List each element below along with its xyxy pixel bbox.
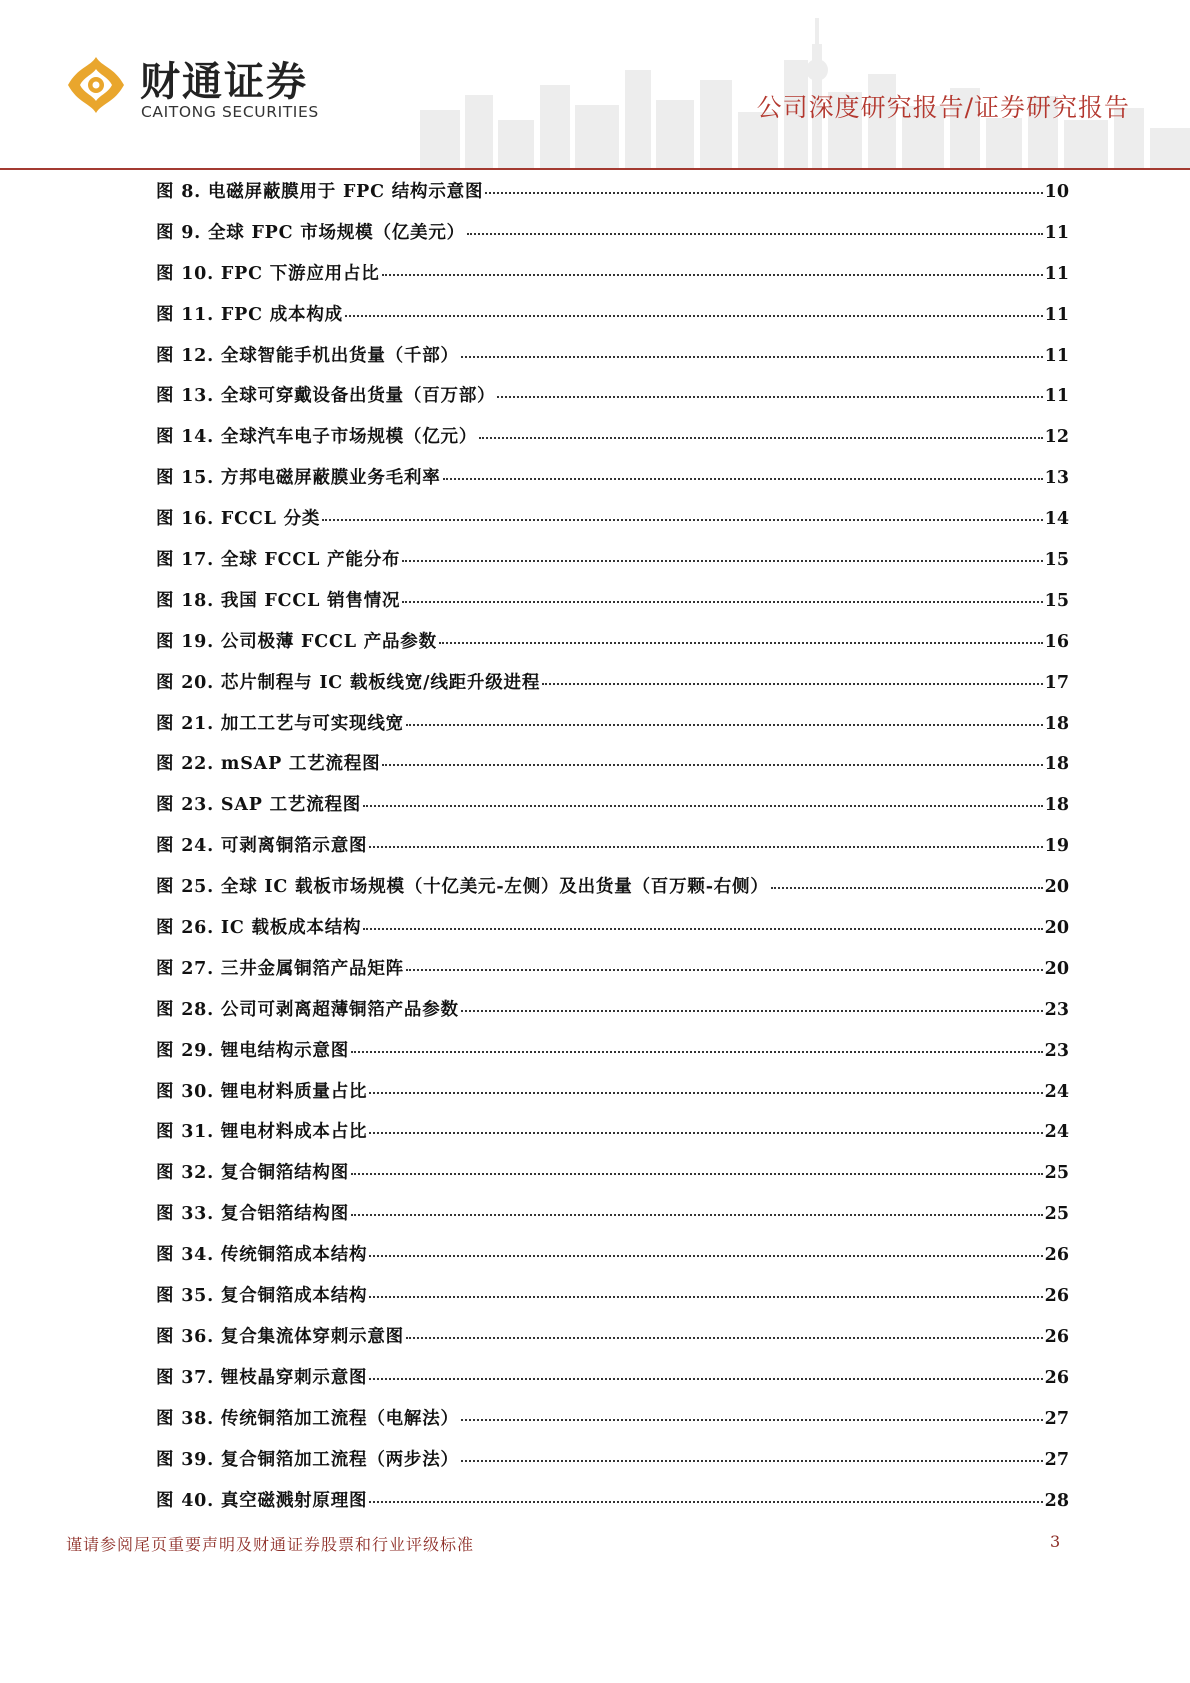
toc-entry-page: 23 xyxy=(1044,999,1069,1020)
toc-dot-leader xyxy=(402,560,1042,562)
figure-table-of-contents xyxy=(156,178,1069,1527)
toc-entry[interactable] xyxy=(156,260,1069,301)
toc-entry-title: 图 9. 全球 FPC 市场规模（亿美元） xyxy=(156,222,465,243)
page-header xyxy=(0,0,1190,172)
toc-entry-title: 图 24. 可剥离铜箔示意图 xyxy=(156,836,368,857)
toc-entry-title: 图 27. 三井金属铜箔产品矩阵 xyxy=(156,958,404,979)
toc-entry[interactable] xyxy=(156,382,1069,423)
toc-entry-page: 25 xyxy=(1044,1204,1069,1225)
toc-entry-page: 11 xyxy=(1044,386,1069,407)
toc-entry-title: 图 22. mSAP 工艺流程图 xyxy=(156,754,381,775)
toc-dot-leader xyxy=(461,1419,1043,1421)
toc-entry[interactable] xyxy=(156,710,1069,751)
toc-entry[interactable] xyxy=(156,1200,1069,1241)
toc-entry[interactable] xyxy=(156,1405,1069,1446)
toc-entry-title: 图 20. 芯片制程与 IC 载板线宽/线距升级进程 xyxy=(156,672,541,693)
toc-entry-title: 图 37. 锂枝晶穿刺示意图 xyxy=(156,1367,368,1388)
toc-dot-leader xyxy=(542,683,1043,685)
toc-entry-title: 图 15. 方邦电磁屏蔽膜业务毛利率 xyxy=(156,468,441,489)
toc-entry-title: 图 32. 复合铜箔结构图 xyxy=(156,1163,350,1184)
toc-dot-leader xyxy=(485,192,1042,194)
toc-entry-page: 11 xyxy=(1044,345,1069,366)
toc-entry-title: 图 26. IC 载板成本结构 xyxy=(156,918,362,939)
toc-entry-page: 26 xyxy=(1044,1286,1069,1307)
toc-dot-leader xyxy=(322,519,1042,521)
toc-entry-title: 图 18. 我国 FCCL 销售情况 xyxy=(156,590,401,611)
toc-entry-title: 图 12. 全球智能手机出货量（千部） xyxy=(156,345,459,366)
toc-dot-leader xyxy=(479,437,1043,439)
caitong-logo-icon xyxy=(66,55,126,115)
toc-entry-title: 图 21. 加工工艺与可实现线宽 xyxy=(156,713,404,734)
toc-entry[interactable] xyxy=(156,1037,1069,1078)
toc-entry-title: 图 31. 锂电材料成本占比 xyxy=(156,1122,368,1143)
toc-dot-leader xyxy=(363,805,1043,807)
toc-entry[interactable] xyxy=(156,219,1069,260)
toc-entry-page: 27 xyxy=(1044,1449,1069,1470)
toc-entry[interactable] xyxy=(156,1446,1069,1487)
footer-disclaimer: 谨请参阅尾页重要声明及财通证券股票和行业评级标准 xyxy=(66,1535,475,1554)
toc-entry-page: 16 xyxy=(1044,631,1069,652)
report-type-title: 公司深度研究报告/证券研究报告 xyxy=(756,93,1130,122)
toc-dot-leader xyxy=(439,642,1043,644)
toc-entry-page: 24 xyxy=(1044,1081,1069,1102)
toc-entry-page: 19 xyxy=(1044,836,1069,857)
toc-dot-leader xyxy=(369,1132,1042,1134)
toc-entry[interactable] xyxy=(156,628,1069,669)
toc-dot-leader xyxy=(402,601,1042,603)
toc-entry-page: 15 xyxy=(1044,590,1069,611)
toc-entry-title: 图 11. FPC 成本构成 xyxy=(156,304,343,325)
toc-entry[interactable] xyxy=(156,832,1069,873)
toc-entry-title: 图 34. 传统铜箔成本结构 xyxy=(156,1245,368,1266)
toc-entry-title: 图 38. 传统铜箔加工流程（电解法） xyxy=(156,1408,459,1429)
toc-entry-title: 图 40. 真空磁溅射原理图 xyxy=(156,1490,368,1511)
toc-dot-leader xyxy=(369,846,1042,848)
toc-entry-page: 28 xyxy=(1044,1490,1069,1511)
toc-entry-page: 14 xyxy=(1044,509,1069,530)
toc-entry-title: 图 33. 复合铝箔结构图 xyxy=(156,1204,350,1225)
toc-entry-title: 图 30. 锂电材料质量占比 xyxy=(156,1081,368,1102)
toc-entry-page: 15 xyxy=(1044,550,1069,571)
toc-entry-page: 18 xyxy=(1044,713,1069,734)
toc-dot-leader xyxy=(406,1337,1043,1339)
toc-entry-page: 18 xyxy=(1044,795,1069,816)
toc-dot-leader xyxy=(497,396,1042,398)
toc-entry[interactable] xyxy=(156,546,1069,587)
toc-entry-page: 12 xyxy=(1044,427,1069,448)
toc-dot-leader xyxy=(351,1214,1043,1216)
toc-dot-leader xyxy=(369,1296,1042,1298)
toc-dot-leader xyxy=(443,478,1043,480)
toc-entry[interactable] xyxy=(156,1118,1069,1159)
toc-entry-title: 图 36. 复合集流体穿刺示意图 xyxy=(156,1326,404,1347)
toc-entry[interactable] xyxy=(156,791,1069,832)
toc-entry-title: 图 25. 全球 IC 载板市场规模（十亿美元-左侧）及出货量（百万颗-右侧） xyxy=(156,877,769,898)
toc-dot-leader xyxy=(369,1092,1042,1094)
toc-entry[interactable] xyxy=(156,464,1069,505)
toc-dot-leader xyxy=(351,1051,1043,1053)
toc-entry-page: 10 xyxy=(1044,182,1069,202)
toc-entry-title: 图 14. 全球汽车电子市场规模（亿元） xyxy=(156,427,478,448)
toc-entry-title: 图 29. 锂电结构示意图 xyxy=(156,1040,350,1061)
toc-entry-page: 13 xyxy=(1044,468,1069,489)
toc-entry-title: 图 19. 公司极薄 FCCL 产品参数 xyxy=(156,631,437,652)
toc-entry[interactable] xyxy=(156,1364,1069,1405)
toc-entry-page: 11 xyxy=(1044,263,1069,284)
brand-name-cn: 财通证券 xyxy=(140,59,308,105)
brand-name-en: CAITONG SECURITIES xyxy=(141,103,319,121)
toc-dot-leader xyxy=(369,1255,1042,1257)
toc-entry-page: 24 xyxy=(1044,1122,1069,1143)
toc-entry-page: 25 xyxy=(1044,1163,1069,1184)
toc-entry[interactable] xyxy=(156,505,1069,546)
toc-entry[interactable] xyxy=(156,587,1069,628)
toc-entry-page: 26 xyxy=(1044,1326,1069,1347)
toc-entry-title: 图 39. 复合铜箔加工流程（两步法） xyxy=(156,1449,459,1470)
toc-entry-page: 18 xyxy=(1044,754,1069,775)
toc-entry[interactable] xyxy=(156,914,1069,955)
toc-dot-leader xyxy=(382,764,1042,766)
toc-dot-leader xyxy=(461,1460,1043,1462)
toc-dot-leader xyxy=(406,724,1043,726)
toc-entry-title: 图 10. FPC 下游应用占比 xyxy=(156,263,380,284)
toc-entry[interactable] xyxy=(156,1323,1069,1364)
toc-dot-leader xyxy=(363,928,1042,930)
toc-entry-title: 图 13. 全球可穿戴设备出货量（百万部） xyxy=(156,386,496,407)
toc-entry[interactable] xyxy=(156,1487,1069,1528)
page-number: 3 xyxy=(1050,1532,1061,1551)
toc-entry[interactable] xyxy=(156,750,1069,791)
toc-entry-page: 20 xyxy=(1044,877,1069,898)
toc-entry[interactable] xyxy=(156,996,1069,1037)
toc-entry-title: 图 16. FCCL 分类 xyxy=(156,509,321,530)
toc-entry[interactable] xyxy=(156,955,1069,996)
toc-entry-page: 26 xyxy=(1044,1367,1069,1388)
toc-entry-title: 图 23. SAP 工艺流程图 xyxy=(156,795,362,816)
toc-entry[interactable] xyxy=(156,178,1069,219)
toc-dot-leader xyxy=(369,1501,1042,1503)
toc-dot-leader xyxy=(467,233,1043,235)
toc-entry-title: 图 17. 全球 FCCL 产能分布 xyxy=(156,550,401,571)
toc-entry[interactable] xyxy=(156,1282,1069,1323)
toc-dot-leader xyxy=(461,1010,1043,1012)
toc-entry[interactable] xyxy=(156,301,1069,342)
toc-entry-page: 27 xyxy=(1044,1408,1069,1429)
toc-entry[interactable] xyxy=(156,1078,1069,1119)
toc-entry[interactable] xyxy=(156,873,1069,914)
toc-dot-leader xyxy=(351,1173,1043,1175)
toc-entry[interactable] xyxy=(156,1241,1069,1282)
toc-entry-page: 11 xyxy=(1044,222,1069,243)
toc-entry-page: 23 xyxy=(1044,1040,1069,1061)
toc-entry[interactable] xyxy=(156,1159,1069,1200)
toc-dot-leader xyxy=(461,356,1043,358)
toc-entry[interactable] xyxy=(156,342,1069,383)
toc-entry-page: 11 xyxy=(1044,304,1069,325)
toc-dot-leader xyxy=(406,969,1043,971)
toc-entry-page: 26 xyxy=(1044,1245,1069,1266)
toc-dot-leader xyxy=(382,274,1043,276)
toc-dot-leader xyxy=(345,315,1043,317)
toc-entry-title: 图 28. 公司可剥离超薄铜箔产品参数 xyxy=(156,999,459,1020)
toc-dot-leader xyxy=(369,1378,1042,1380)
toc-entry-page: 20 xyxy=(1044,958,1069,979)
toc-entry[interactable] xyxy=(156,669,1069,710)
toc-dot-leader xyxy=(771,887,1043,889)
toc-entry-page: 20 xyxy=(1044,918,1069,939)
toc-entry-page: 17 xyxy=(1044,672,1069,693)
header-divider xyxy=(0,168,1190,170)
toc-entry-title: 图 35. 复合铜箔成本结构 xyxy=(156,1286,368,1307)
toc-entry[interactable] xyxy=(156,423,1069,464)
toc-entry-title: 图 8. 电磁屏蔽膜用于 FPC 结构示意图 xyxy=(156,182,484,202)
